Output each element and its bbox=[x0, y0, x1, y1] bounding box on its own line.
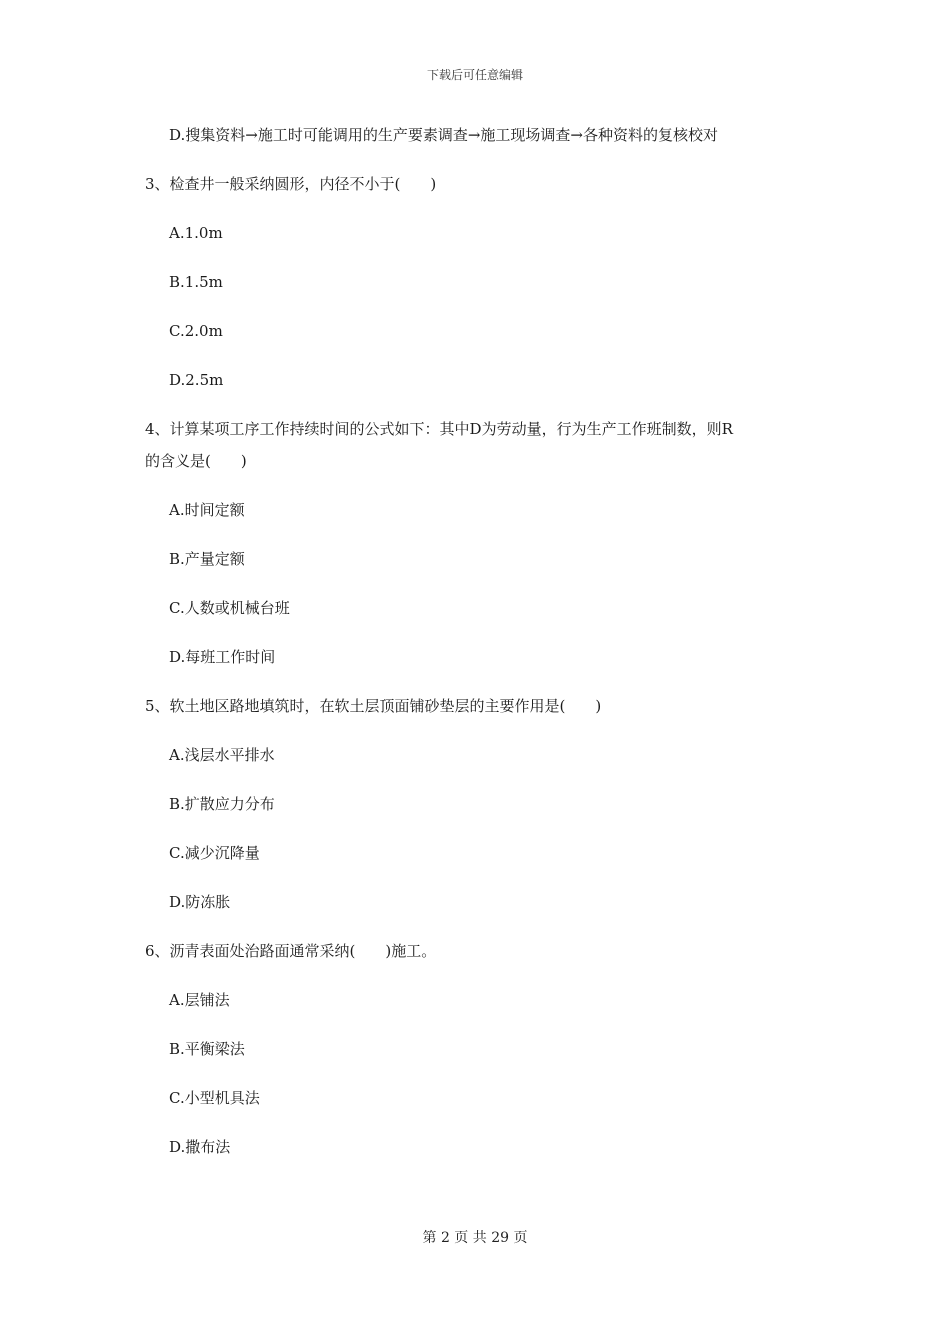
question-4-option-d: D.每班工作时间 bbox=[169, 648, 276, 666]
question-5 bbox=[145, 695, 805, 717]
question-5-option-c: C.减少沉降量 bbox=[169, 844, 260, 862]
question-4 bbox=[145, 418, 805, 472]
header-note: 下载后可任意编辑 bbox=[426, 68, 523, 82]
question-3 bbox=[145, 173, 805, 195]
question-5-option-a: A.浅层水平排水 bbox=[169, 746, 275, 764]
question-4-option-b: B.产量定额 bbox=[169, 550, 245, 568]
question-6 bbox=[145, 940, 805, 962]
question-5-option-d: D.防冻胀 bbox=[169, 893, 231, 911]
question-6-option-b: B.平衡梁法 bbox=[169, 1040, 245, 1058]
question-4-text-line-1: 4、计算某项工序工作持续时间的公式如下：其中D为劳动量，行为生产工作班制数，则R bbox=[145, 420, 733, 438]
question-6-option-a: A.层铺法 bbox=[169, 991, 230, 1009]
option-d-previous: D.搜集资料→施工时可能调用的生产要素调查→施工现场调查→各种资料的复核校对 bbox=[169, 126, 718, 144]
question-6-text: 6、沥青表面处治路面通常采纳( )施工。 bbox=[145, 942, 437, 960]
question-4-option-c: C.人数或机械台班 bbox=[169, 599, 290, 617]
question-4-text-line-2: 的含义是( ) bbox=[145, 452, 247, 470]
question-5-option-b: B.扩散应力分布 bbox=[169, 795, 275, 813]
question-6-option-c: C.小型机具法 bbox=[169, 1089, 260, 1107]
question-3-option-b: B.1.5m bbox=[169, 273, 223, 291]
question-3-option-d: D.2.5m bbox=[169, 371, 224, 389]
question-3-option-a: A.1.0m bbox=[169, 224, 223, 242]
page-number-footer: 第 2 页 共 29 页 bbox=[422, 1230, 528, 1246]
question-6-option-d: D.撒布法 bbox=[169, 1138, 231, 1156]
page-content bbox=[145, 124, 805, 1185]
question-4-option-a: A.时间定额 bbox=[169, 501, 245, 519]
question-5-text: 5、软土地区路地填筑时，在软土层顶面铺砂垫层的主要作用是( ) bbox=[145, 697, 602, 715]
question-3-option-c: C.2.0m bbox=[169, 322, 223, 340]
question-3-text: 3、检查井一般采纳圆形，内径不小于( ) bbox=[145, 175, 437, 193]
